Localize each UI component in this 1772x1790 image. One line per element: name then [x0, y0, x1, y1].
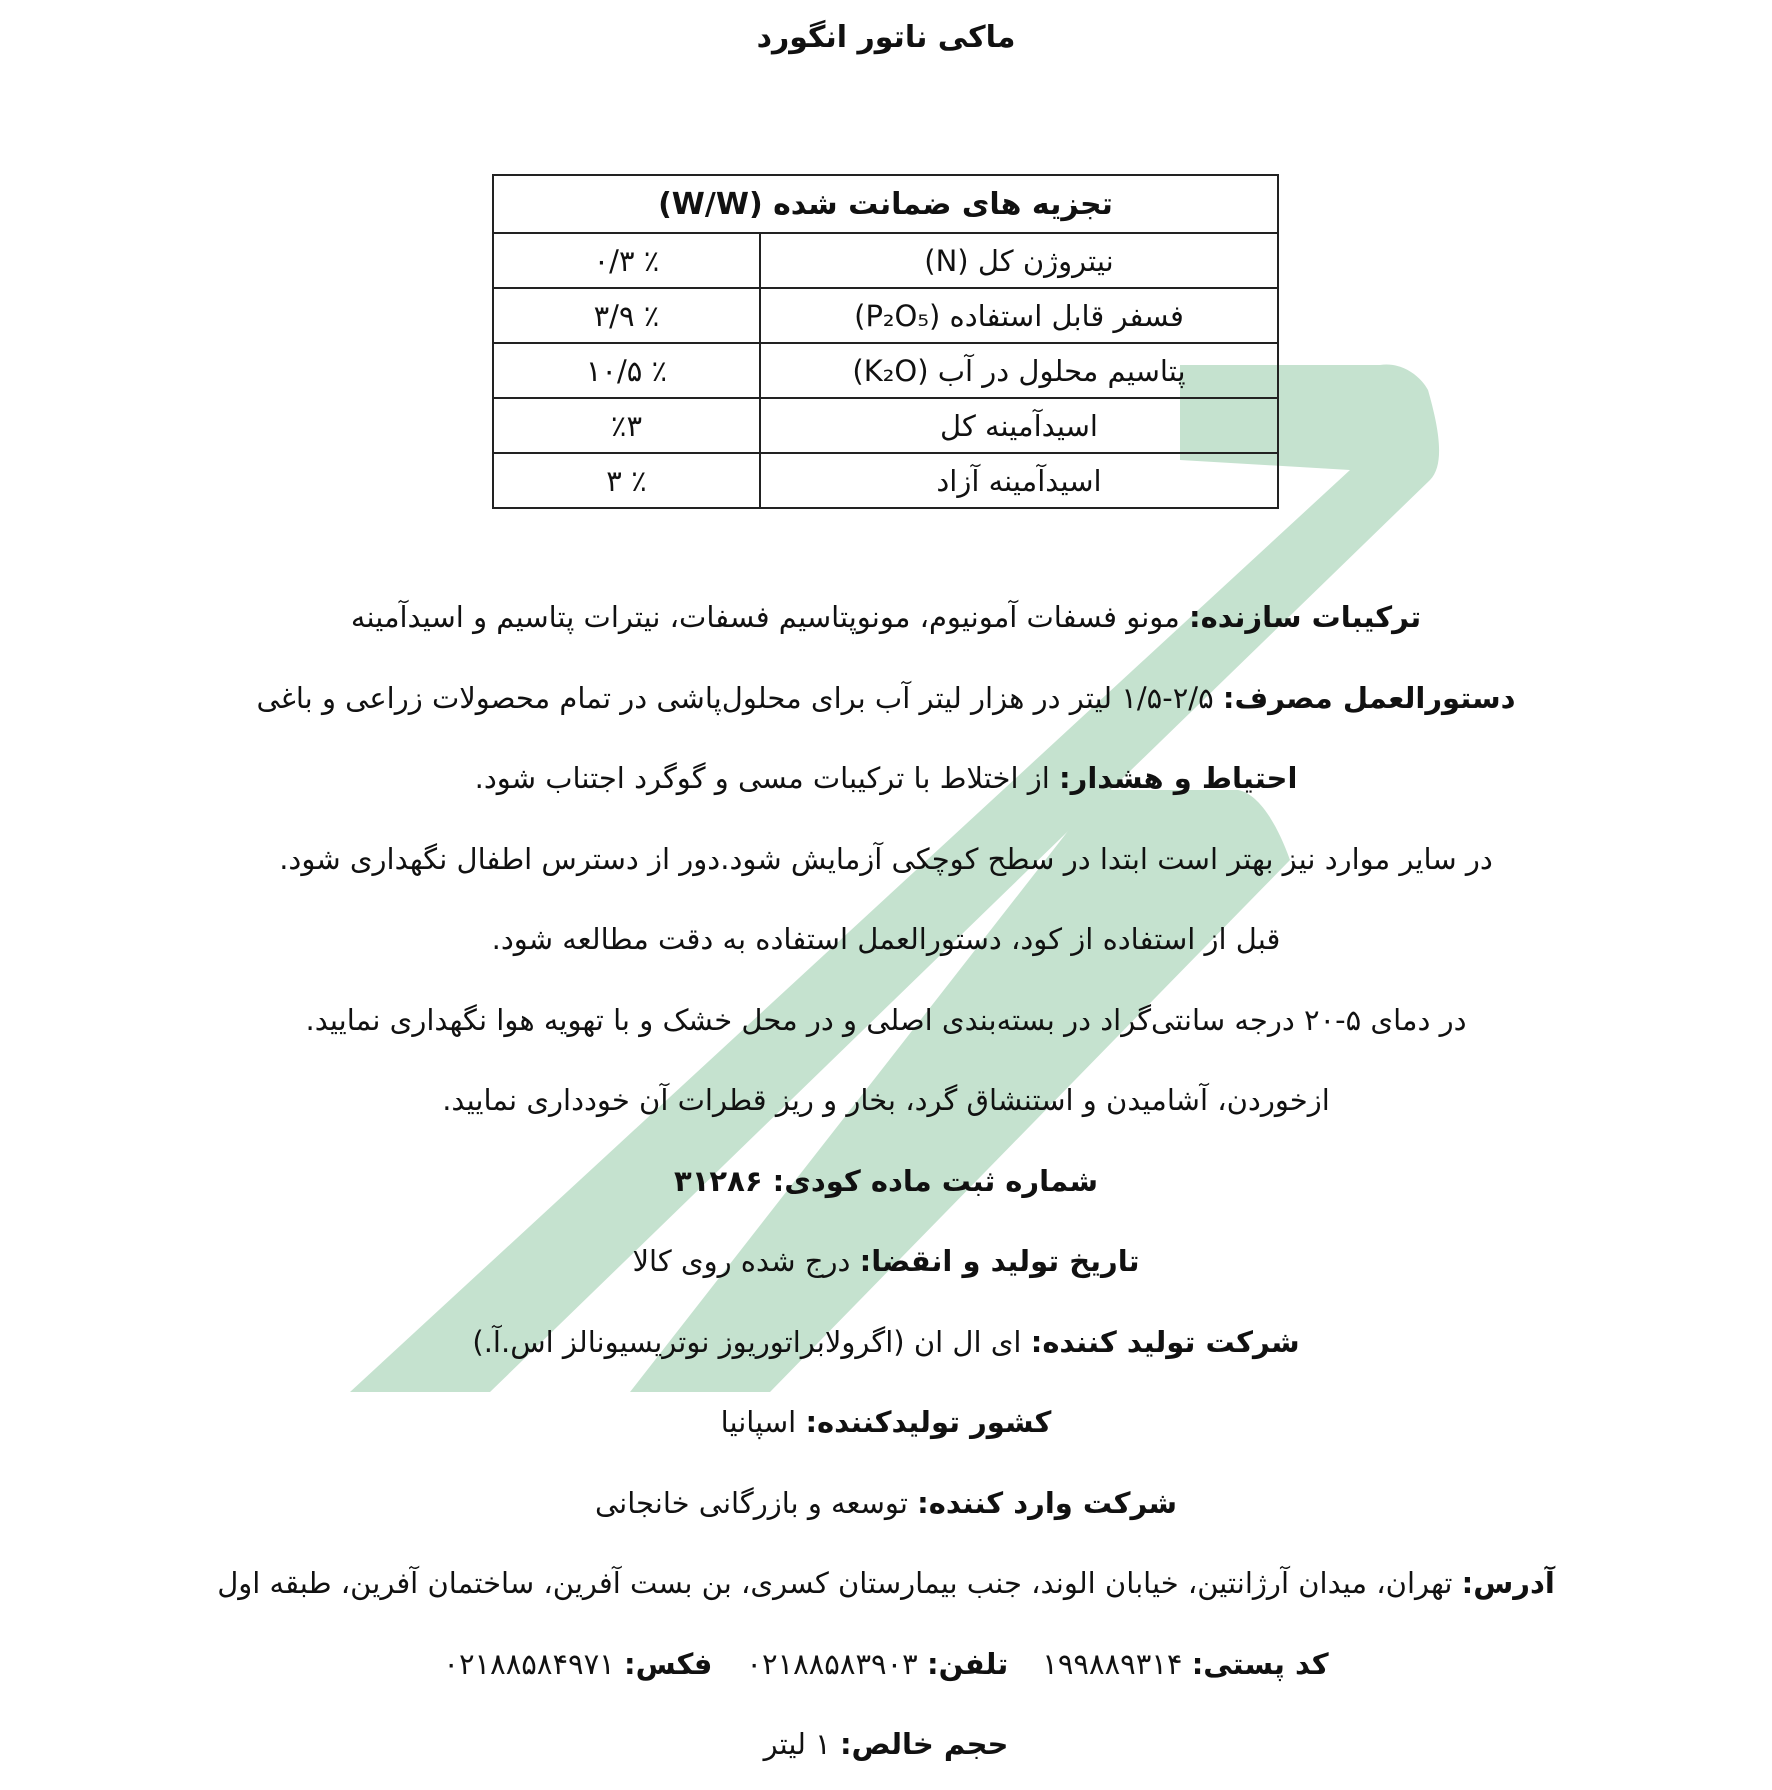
storage-line: در دمای ۵-۲۰ درجه سانتی‌گراد در بسته‌بندی اصلی و در محل خشک و با تهویه هوا نگهداری نمایید. — [305, 1002, 1467, 1037]
country-value: اسپانیا — [720, 1405, 806, 1439]
importer-label: شرکت وارد کننده: — [917, 1485, 1178, 1520]
usage-value: ۲/۵-۱/۵ لیتر در هزار لیتر آب برای محلول‌پاشی در تمام محصولات زراعی و باغی — [256, 680, 1223, 715]
usage-line — [20, 663, 1752, 744]
manufacturer-label: شرکت تولید کننده: — [1030, 1324, 1300, 1359]
postal-value: ۱۹۹۸۸۹۳۱۴ — [1042, 1646, 1192, 1681]
manufacturer-value: ای ال ان (اگرولابراتوریوز نوتریسیونالز اس.آ.) — [472, 1324, 1031, 1359]
nutrient-value: ٪ ۱۰/۵ — [493, 343, 760, 398]
volume-label: حجم خالص: — [839, 1727, 1009, 1761]
volume-line — [20, 1709, 1752, 1790]
nutrient-value: ٪۳ — [493, 398, 760, 453]
registration-label: شماره ثبت ماده کودی: — [772, 1163, 1098, 1198]
table-row — [493, 398, 1278, 453]
nutrient-value: ٪ ۰/۳ — [493, 233, 760, 288]
nutrient-name: اسیدآمینه آزاد — [760, 453, 1278, 508]
table-row — [493, 343, 1278, 398]
nutrient-value: ٪ ۳ — [493, 453, 760, 508]
dates-line — [20, 1226, 1752, 1307]
usage-label: دستورالعمل مصرف: — [1222, 680, 1516, 715]
warning-line — [20, 743, 1752, 824]
nutrient-value: ٪ ۳/۹ — [493, 288, 760, 343]
ingredients-value: مونو فسفات آمونیوم، مونوپتاسیم فسفات، نیترات پتاسیم و اسیدآمینه — [350, 600, 1190, 634]
document-title: ماکی ناتور انگورد — [756, 20, 1016, 55]
warning-value: از اختلاط با ترکیبات مسی و گوگرد اجتناب شود. — [474, 761, 1060, 795]
table-row — [493, 233, 1278, 288]
table-header: تجزیه های ضمانت شده (W/W) — [493, 175, 1278, 233]
dates-value: درج شده روی کالا — [632, 1244, 860, 1278]
ingredients-line — [20, 582, 1752, 663]
address-line — [20, 1548, 1752, 1629]
fax-value: ۰۲۱۸۸۵۸۴۹۷۱ — [443, 1646, 624, 1681]
fax-label: فکس: — [623, 1646, 713, 1681]
registration-line — [20, 1146, 1752, 1227]
manufacturer-line — [20, 1307, 1752, 1388]
guaranteed-analysis-table — [492, 174, 1279, 509]
volume-value: ۱ لیتر — [763, 1727, 840, 1761]
contact-line — [20, 1629, 1752, 1710]
note-line: قبل از استفاده از کود، دستورالعمل استفاده به دقت مطالعه شود. — [491, 922, 1281, 956]
note-line: در سایر موارد نیز بهتر است ابتدا در سطح کوچکی آزمایش شود.دور از دسترس اطفال نگهداری شود. — [279, 841, 1493, 876]
table-row — [493, 453, 1278, 508]
address-value: تهران، میدان آرژانتین، خیابان الوند، جنب بیمارستان کسری، بن بست آفرین، ساختمان آفرین، طبقه اول — [217, 1566, 1462, 1600]
table-row — [493, 288, 1278, 343]
phone-label: تلفن: — [926, 1646, 1009, 1681]
table-header-row — [493, 175, 1278, 233]
postal-label: کد پستی: — [1191, 1646, 1329, 1681]
country-label: کشور تولیدکننده: — [805, 1405, 1052, 1439]
nutrient-name: نیتروژن کل (N) — [760, 233, 1278, 288]
registration-value: ۳۱۲۸۶ — [674, 1163, 773, 1198]
product-details — [20, 582, 1752, 1790]
nutrient-name: اسیدآمینه کل — [760, 398, 1278, 453]
ingredients-label: ترکیبات سازنده: — [1189, 600, 1422, 634]
importer-line — [20, 1468, 1752, 1549]
nutrient-name: پتاسیم محلول در آب (K₂O) — [760, 343, 1278, 398]
importer-value: توسعه و بازرگانی خانجانی — [594, 1485, 918, 1520]
phone-value: ۰۲۱۸۸۵۸۳۹۰۳ — [746, 1646, 927, 1681]
warning-label: احتیاط و هشدار: — [1059, 761, 1298, 795]
dates-label: تاریخ تولید و انقضا: — [859, 1244, 1140, 1278]
nutrient-name: فسفر قابل استفاده (P₂O₅) — [760, 288, 1278, 343]
address-label: آدرس: — [1461, 1566, 1555, 1600]
country-line — [20, 1387, 1752, 1468]
safety-line: ازخوردن، آشامیدن و استنشاق گرد، بخار و ریز قطرات آن خودداری نمایید. — [442, 1083, 1330, 1117]
